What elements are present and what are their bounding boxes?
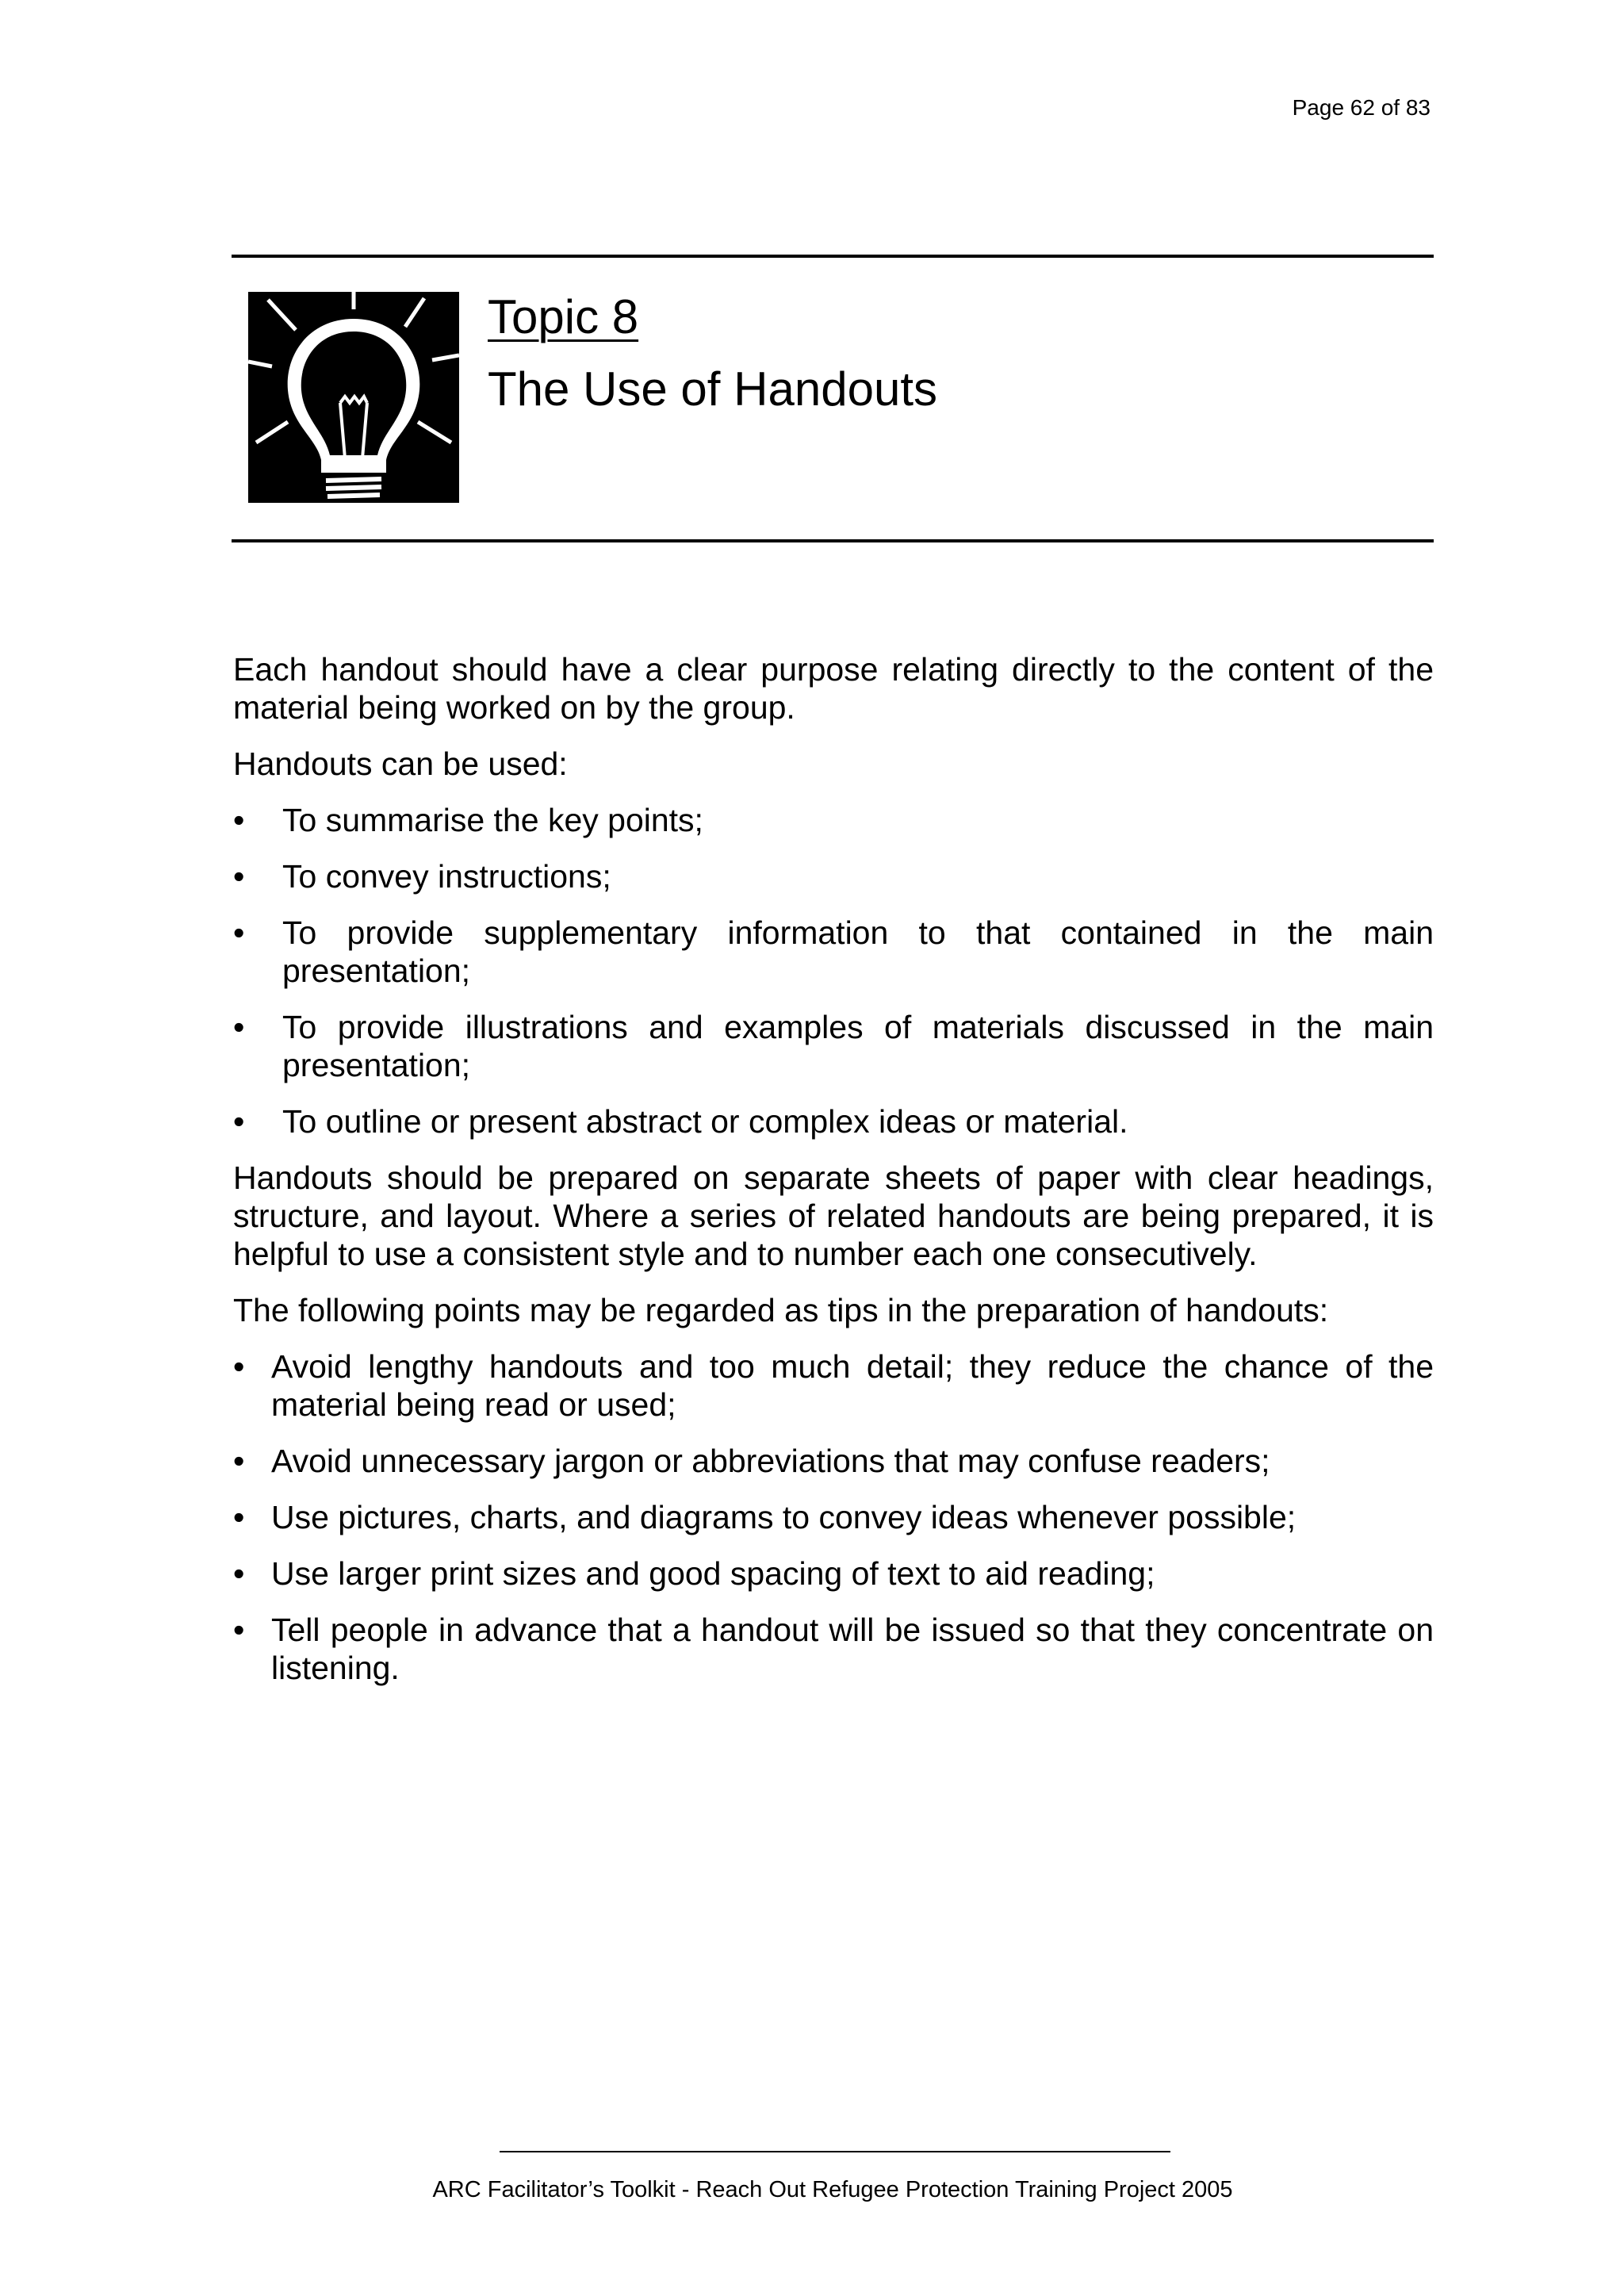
- intro-paragraph: Each handout should have a clear purpose relating directly to the content of the material being worked on by the group.: [233, 651, 1434, 726]
- bullet-icon: •: [233, 1499, 245, 1535]
- header-top-rule: [232, 255, 1434, 258]
- list-item: • To summarise the key points;: [233, 802, 703, 838]
- list-item: • Use larger print sizes and good spacing of text to aid reading;: [233, 1555, 1155, 1592]
- header-bottom-rule: [232, 539, 1434, 542]
- tips-heading: The following points may be regarded as tips in the preparation of handouts:: [233, 1292, 1329, 1328]
- uses-list: [233, 801, 1434, 1140]
- bullet-icon: •: [233, 1348, 245, 1385]
- list-item: • Avoid lengthy handouts and too much detail; they reduce the chance of the material being read or used;: [233, 1348, 1434, 1423]
- footer-text: ARC Facilitator’s Toolkit - Reach Out Refugee Protection Training Project 2005: [432, 2177, 1233, 2202]
- list-item: • Tell people in advance that a handout will be issued so that they concentrate on listening.: [233, 1612, 1434, 1686]
- bullet-icon: •: [233, 1555, 245, 1592]
- preparation-paragraph: Handouts should be prepared on separate sheets of paper with clear headings, structure, and layout. Where a series of related handouts are being prepared, it is helpful to use a consistent style and to number each one consecutively.: [233, 1159, 1434, 1272]
- document-body: [233, 650, 1434, 1705]
- lightbulb-icon: [248, 292, 459, 503]
- bullet-icon: •: [233, 1009, 245, 1045]
- bullet-icon: •: [233, 1612, 245, 1648]
- bullet-icon: •: [233, 858, 245, 895]
- list-item: • Use pictures, charts, and diagrams to convey ideas whenever possible;: [233, 1499, 1297, 1535]
- list-item: • To outline or present abstract or complex ideas or material.: [233, 1103, 1128, 1140]
- tips-list: [233, 1347, 1434, 1687]
- list-item: • Avoid unnecessary jargon or abbreviations that may confuse readers;: [233, 1443, 1270, 1479]
- list-item: • To convey instructions;: [233, 858, 611, 895]
- topic-number: Topic 8: [488, 290, 639, 343]
- list-item: • To provide supplementary information to that contained in the main presentation;: [233, 914, 1434, 989]
- footer-rule: [500, 2151, 1170, 2152]
- uses-heading: Handouts can be used:: [233, 746, 568, 782]
- topic-title: The Use of Handouts: [488, 362, 937, 416]
- bullet-icon: •: [233, 802, 245, 838]
- list-item: • To provide illustrations and examples of materials discussed in the main presentation;: [233, 1009, 1434, 1083]
- bullet-icon: •: [233, 1103, 245, 1140]
- bullet-icon: •: [233, 1443, 245, 1479]
- bullet-icon: •: [233, 914, 245, 951]
- page-number: Page 62 of 83: [1292, 95, 1431, 120]
